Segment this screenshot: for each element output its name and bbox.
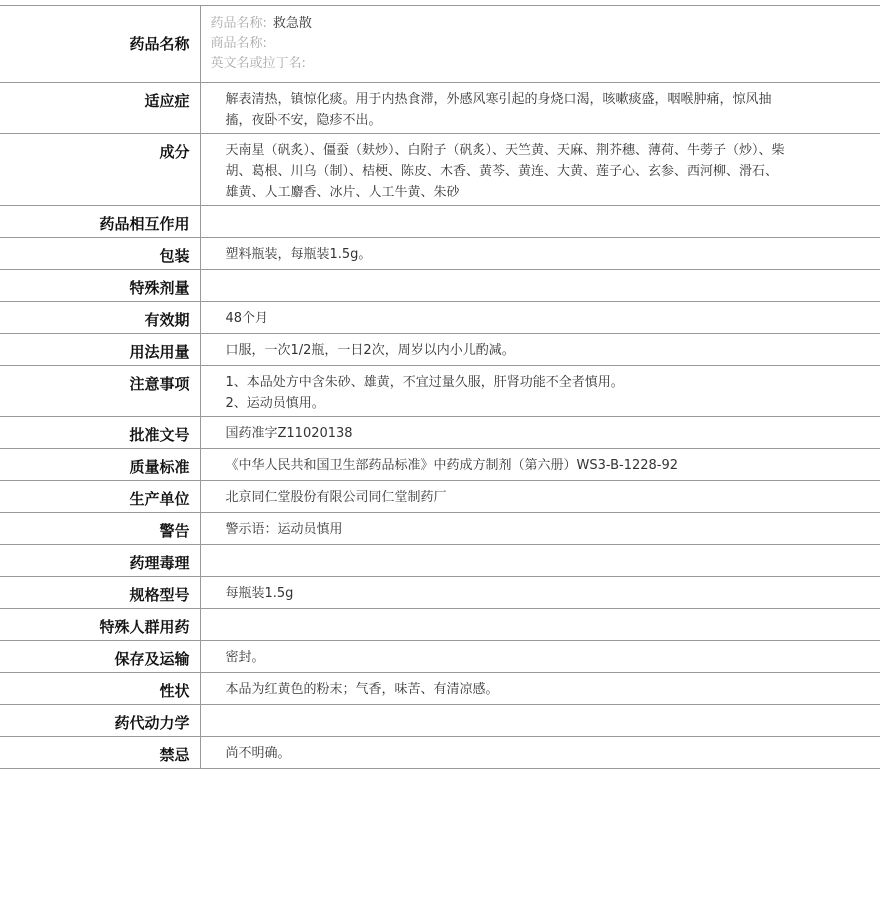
label-ingredients: 成分: [0, 134, 200, 206]
latin-name-line: 英文名或拉丁名:: [210, 56, 306, 71]
label-warning: 警告: [0, 513, 200, 545]
trade-name-line: 商品名称:: [210, 36, 267, 51]
label-contraindications: 禁忌: [0, 737, 200, 769]
value-usage-dosage: 口服，一次1/2瓶，一日2次，周岁以内小儿酌减。: [225, 343, 515, 358]
label-drug-names: [0, 6, 200, 83]
value-packaging: 塑料瓶装，每瓶装1.5g。: [225, 247, 372, 262]
row-manufacturer: [0, 481, 880, 513]
value-appearance: 本品为红黄色的粉末；气香，味苦、有清凉感。: [225, 682, 499, 697]
precaution-line-2: 2、运动员慎用。: [225, 396, 325, 411]
drug-name-value: 救急散: [272, 16, 312, 31]
label-special-populations: 特殊人群用药: [0, 609, 200, 641]
row-drug-interactions: [0, 206, 880, 238]
drug-spec-table: [0, 5, 880, 769]
label-expiry: 有效期: [0, 302, 200, 334]
row-warning: [0, 513, 880, 545]
label-approval-number: 批准文号: [0, 417, 200, 449]
label-manufacturer: 生产单位: [0, 481, 200, 513]
row-special-dosage: [0, 270, 880, 302]
value-ingredients: 天南星（矾炙）、僵蚕（麸炒）、白附子（矾炙）、天竺黄、天麻、荆芥穗、薄荷、牛蒡子（炒）、柴胡、葛根、川乌（制）、桔梗、陈皮、木香、黄芩、黄连、大黄、莲子心、玄参、西河柳、滑石、雄黄、人工麝香、冰片、人工牛黄、朱砂: [225, 143, 785, 200]
label-specification: 规格型号: [0, 577, 200, 609]
value-approval-number: 国药准字Z11020138: [225, 426, 353, 441]
label-appearance: 性状: [0, 673, 200, 705]
row-appearance: [0, 673, 880, 705]
label-packaging: 包装: [0, 238, 200, 270]
label-quality-standard: 质量标准: [0, 449, 200, 481]
row-drug-names: [0, 6, 880, 83]
row-usage-dosage: [0, 334, 880, 366]
value-expiry: 48个月: [225, 311, 269, 326]
label-indications: 适应症: [0, 83, 200, 134]
label-special-dosage: 特殊剂量: [0, 270, 200, 302]
row-contraindications: [0, 737, 880, 769]
value-specification: 每瓶装1.5g: [225, 586, 294, 601]
row-quality-standard: [0, 449, 880, 481]
value-manufacturer: 北京同仁堂股份有限公司同仁堂制药厂: [225, 490, 447, 505]
row-packaging: [0, 238, 880, 270]
row-storage-transport: [0, 641, 880, 673]
value-indications: 解表清热，镇惊化痰。用于内热食滞，外感风寒引起的身烧口渴，咳嗽痰盛，咽喉肿痛，惊风抽搐，夜卧不安，隐疹不出。: [225, 92, 772, 128]
value-storage-transport: 密封。: [225, 650, 265, 665]
row-indications: [0, 83, 880, 134]
value-precautions: [200, 366, 880, 417]
precaution-line-1: 1、本品处方中含朱砂、雄黄，不宜过量久服，肝肾功能不全者慎用。: [225, 375, 624, 390]
row-precautions: [0, 366, 880, 417]
label-drug-interactions: 药品相互作用: [0, 206, 200, 238]
row-approval-number: [0, 417, 880, 449]
label-usage-dosage: 用法用量: [0, 334, 200, 366]
label-storage-transport: 保存及运输: [0, 641, 200, 673]
value-pharmacokinetics: [200, 705, 880, 737]
value-contraindications: 尚不明确。: [225, 746, 291, 761]
value-warning: 警示语：运动员慎用: [225, 522, 343, 537]
label-pharmacology-toxicology: 药理毒理: [0, 545, 200, 577]
row-special-populations: [0, 609, 880, 641]
label-text: 药品名称: [129, 35, 190, 53]
drug-name-line: 药品名称: 救急散: [210, 16, 312, 31]
row-pharmacology-toxicology: [0, 545, 880, 577]
row-ingredients: [0, 134, 880, 206]
row-expiry: [0, 302, 880, 334]
value-special-dosage: [200, 270, 880, 302]
value-special-populations: [200, 609, 880, 641]
label-precautions: 注意事项: [0, 366, 200, 417]
label-pharmacokinetics: 药代动力学: [0, 705, 200, 737]
value-drug-names: [200, 6, 880, 83]
row-pharmacokinetics: [0, 705, 880, 737]
value-drug-interactions: [200, 206, 880, 238]
value-pharmacology-toxicology: [200, 545, 880, 577]
value-quality-standard: 《中华人民共和国卫生部药品标准》中药成方制剂（第六册）WS3-B-1228-92: [225, 458, 679, 473]
row-specification: [0, 577, 880, 609]
